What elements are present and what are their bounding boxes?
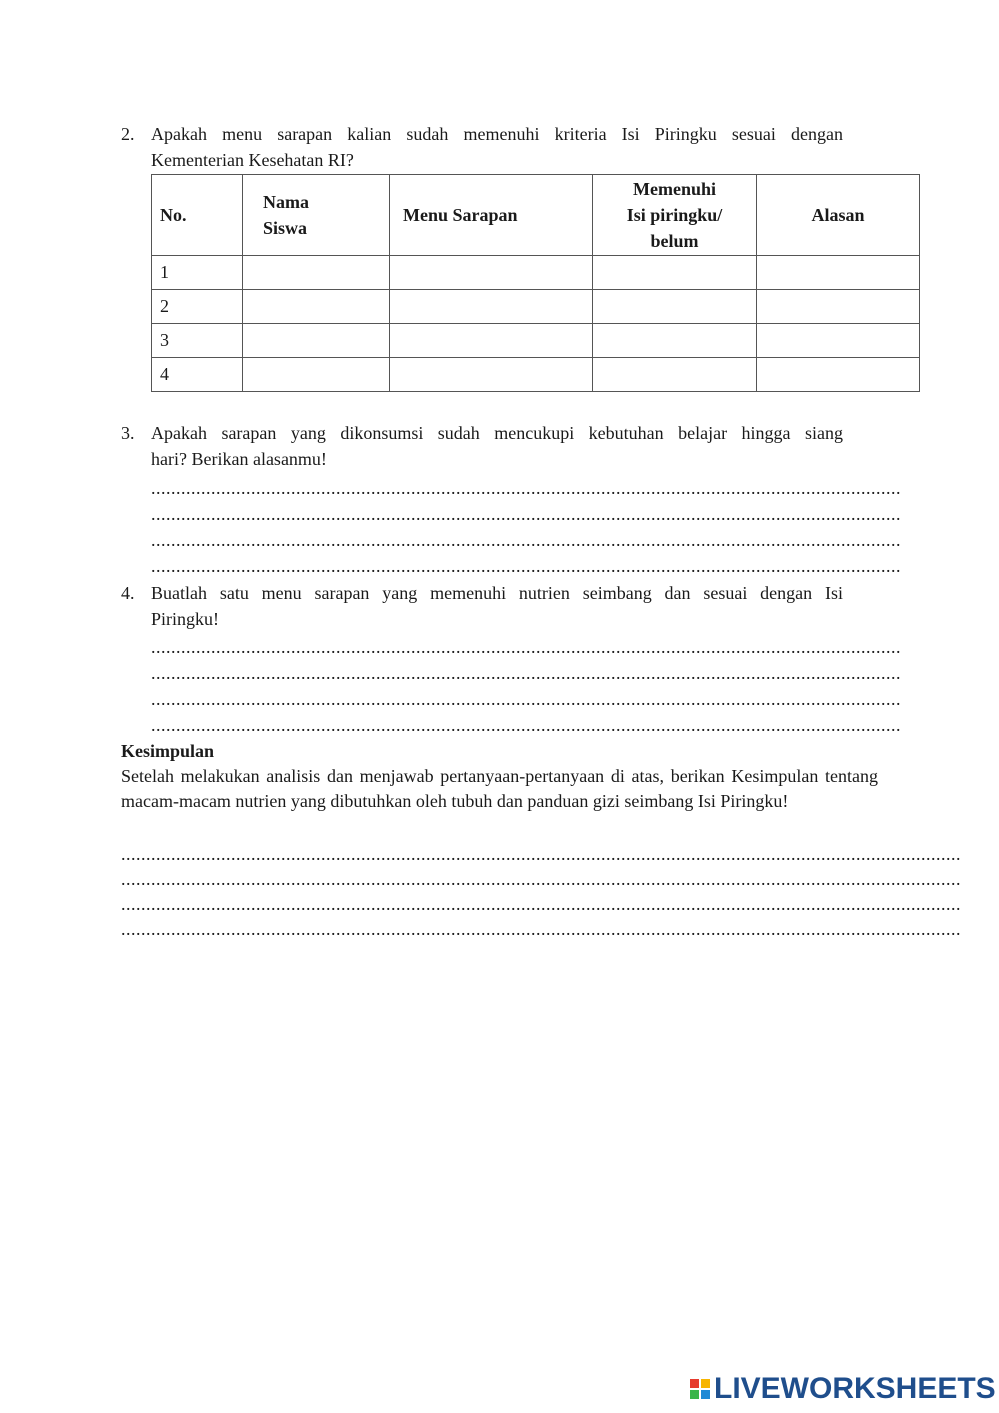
row-number: 4 xyxy=(152,358,243,392)
header-alasan: Alasan xyxy=(757,175,920,256)
answer-line[interactable]: ........................................................................................................................................................................ xyxy=(121,919,961,939)
cell-memenuhi[interactable] xyxy=(593,358,757,392)
table-row xyxy=(152,290,920,324)
answer-line[interactable]: ...................................................................................................................................................... xyxy=(151,689,901,709)
answer-line[interactable]: ........................................................................................................................................................................ xyxy=(121,869,961,889)
row-number: 1 xyxy=(152,256,243,290)
question-text: Apakah sarapan yang dikonsumsi sudah mencukupi kebutuhan belajar hingga siang hari? Berikan alasanmu! xyxy=(151,423,843,469)
header-nama-siswa: Nama Siswa xyxy=(243,175,390,256)
question-number: 3. xyxy=(121,423,135,443)
logo-blocks-icon xyxy=(690,1379,710,1399)
table-row xyxy=(152,358,920,392)
cell-menu[interactable] xyxy=(390,324,593,358)
cell-memenuhi[interactable] xyxy=(593,256,757,290)
brand-name: LIVEWORKSHEETS xyxy=(714,1372,996,1405)
cell-menu[interactable] xyxy=(390,358,593,392)
table-header-row xyxy=(152,175,920,256)
kesimpulan-text: Setelah melakukan analisis dan menjawab pertanyaan-pertanyaan di atas, berikan Kesimpulan tentang macam-macam nutrien yang dibutuhkan oleh tubuh dan panduan gizi seimbang Isi Piringku! xyxy=(121,766,878,811)
table-row xyxy=(152,256,920,290)
cell-alasan[interactable] xyxy=(757,324,920,358)
kesimpulan-heading: Kesimpulan xyxy=(121,741,215,761)
answer-line[interactable]: ........................................................................................................................................................................ xyxy=(121,844,961,864)
header-memenuhi: Memenuhi Isi piringku/ belum xyxy=(593,175,757,256)
cell-memenuhi[interactable] xyxy=(593,290,757,324)
cell-nama[interactable] xyxy=(243,324,390,358)
cell-nama[interactable] xyxy=(243,358,390,392)
answer-line[interactable]: ...................................................................................................................................................... xyxy=(151,637,901,657)
row-number: 2 xyxy=(152,290,243,324)
answer-line[interactable]: ........................................................................................................................................................................ xyxy=(121,894,961,914)
question-number: 4. xyxy=(121,583,135,603)
row-number: 3 xyxy=(152,324,243,358)
question-text: Apakah menu sarapan kalian sudah memenuhi kriteria Isi Piringku sesuai dengan Kementerian Kesehatan RI? xyxy=(151,124,843,170)
answer-line[interactable]: ...................................................................................................................................................... xyxy=(151,504,901,524)
table-row xyxy=(152,324,920,358)
cell-alasan[interactable] xyxy=(757,290,920,324)
cell-nama[interactable] xyxy=(243,256,390,290)
question-text: Buatlah satu menu sarapan yang memenuhi nutrien seimbang dan sesuai dengan Isi Piringku! xyxy=(151,583,843,629)
answer-line[interactable]: ...................................................................................................................................................... xyxy=(151,530,901,550)
question-number: 2. xyxy=(121,124,135,144)
cell-menu[interactable] xyxy=(390,256,593,290)
cell-alasan[interactable] xyxy=(757,256,920,290)
liveworksheets-logo xyxy=(690,1374,996,1404)
header-menu-sarapan: Menu Sarapan xyxy=(390,175,593,256)
breakfast-table xyxy=(151,174,920,392)
answer-line[interactable]: ...................................................................................................................................................... xyxy=(151,663,901,683)
answer-line[interactable]: ...................................................................................................................................................... xyxy=(151,478,901,498)
cell-nama[interactable] xyxy=(243,290,390,324)
answer-line[interactable]: ...................................................................................................................................................... xyxy=(151,556,901,576)
cell-alasan[interactable] xyxy=(757,358,920,392)
cell-menu[interactable] xyxy=(390,290,593,324)
cell-memenuhi[interactable] xyxy=(593,324,757,358)
answer-line[interactable]: ...................................................................................................................................................... xyxy=(151,715,901,735)
header-no: No. xyxy=(152,175,243,256)
